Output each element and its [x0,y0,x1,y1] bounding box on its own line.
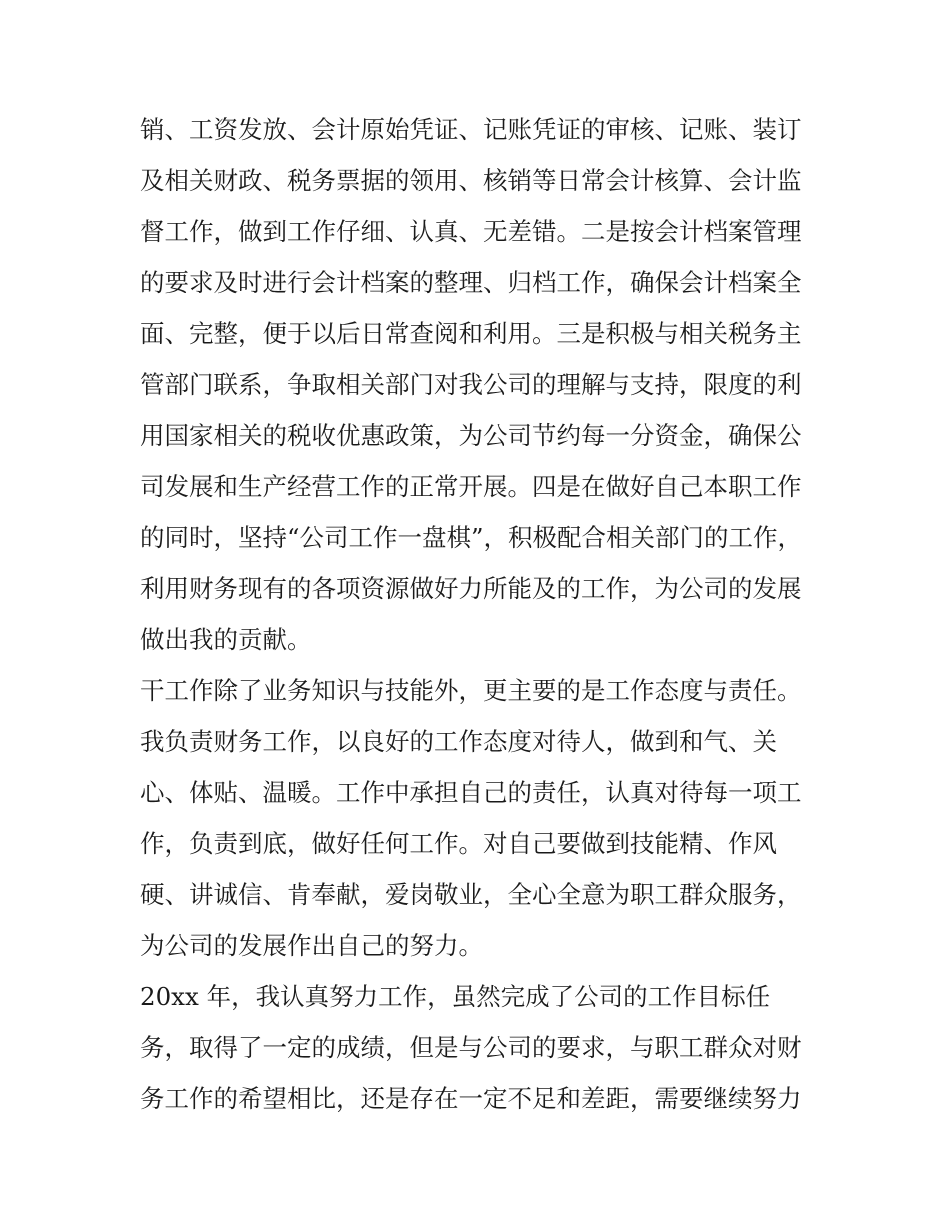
text-line: 作，负责到底，做好任何工作。对自己要做到技能精、作风 [140,829,777,858]
text-line: 督工作，做到工作仔细、认真、无差错。二是按会计档案管理 [140,217,802,246]
text-line: 及相关财政、税务票据的领用、核销等日常会计核算、会计监 [140,166,802,195]
text-line: 用国家相关的税收优惠政策，为公司节约每一分资金，确保公 [140,421,802,450]
text-line: 的同时，坚持“公司工作一盘棋”，积极配合相关部门的工作， [140,523,803,552]
text-line: 面、完整，便于以后日常查阅和利用。三是积极与相关税务主 [140,319,802,348]
document-body [140,104,820,1124]
text-line: 的要求及时进行会计档案的整理、归档工作，确保会计档案全 [140,268,802,297]
text-line: 做出我的贡献。 [140,625,312,654]
text-line: 务，取得了一定的成绩，但是与公司的要求，与职工群众对财 [140,1033,802,1062]
text-line: 务工作的希望相比，还是存在一定不足和差距，需要继续努力 [140,1084,802,1113]
text-line: 为公司的发展作出自己的努力。 [140,931,483,960]
text-line: 销、工资发放、会计原始凭证、记账凭证的审核、记账、装订 [140,115,802,144]
text-line: 我负责财务工作，以良好的工作态度对待人，做到和气、关 [140,727,777,756]
text-line: 干工作除了业务知识与技能外，更主要的是工作态度与责任。 [140,676,802,705]
text-line: 司发展和生产经营工作的正常开展。四是在做好自己本职工作 [140,472,802,501]
text-line: 管部门联系，争取相关部门对我公司的理解与支持，限度的利 [140,370,802,399]
text-line: 利用财务现有的各项资源做好力所能及的工作，为公司的发展 [140,574,802,603]
text-line: 心、体贴、温暖。工作中承担自己的责任，认真对待每一项工 [140,778,802,807]
text-line: 硬、讲诚信、肯奉献，爱岗敬业，全心全意为职工群众服务， [140,880,802,909]
text-line: 20xx 年，我认真努力工作，虽然完成了公司的工作目标任 [140,982,771,1011]
